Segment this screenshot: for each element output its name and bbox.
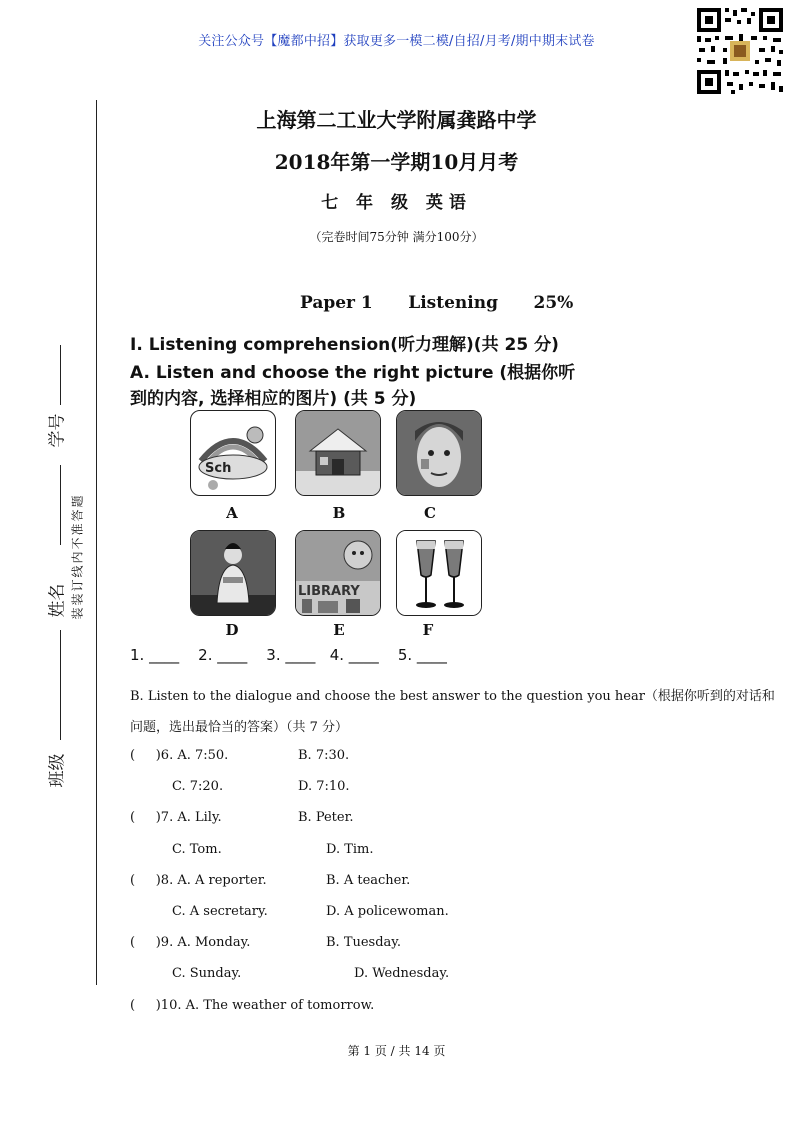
picture-label: A (226, 504, 238, 522)
wine-glasses-icon (397, 531, 481, 615)
svg-text:Sch: Sch (205, 461, 232, 476)
painted-face-icon (397, 411, 481, 495)
promo-banner: 关注公众号【魔都中招】获取更多一模二模/自招/月考/期中期末试卷 (198, 34, 595, 49)
question-7: ( )7. A. Lily. (130, 810, 222, 825)
option-c: C. Sunday. (172, 966, 242, 981)
class-label: 班级 (47, 753, 68, 788)
picture-f (396, 530, 482, 616)
picture-label: B (332, 504, 346, 522)
part-a-instruction: A. Listen and choose the right picture (根据你听 (130, 363, 576, 383)
name-label: 姓名 (47, 583, 68, 618)
part-b-instruction-cont: 问题，选出最恰当的答案）（共 7 分） (130, 720, 349, 735)
picture-b (295, 410, 381, 496)
option-b: B. Peter. (298, 810, 354, 825)
option-c: C. Tom. (172, 842, 222, 857)
school-sign-icon (191, 411, 275, 495)
picture-d (190, 530, 276, 616)
question-9: ( )9. A. Monday. (130, 935, 251, 950)
picture-e (295, 530, 381, 616)
kimono-girl-icon (191, 531, 275, 615)
exam-info: （完卷时间75分钟 满分100分） (309, 230, 484, 244)
option-d: D. Wednesday. (354, 966, 450, 981)
option-c: C. 7:20. (172, 779, 224, 794)
library-text: LIBRARY (298, 584, 360, 599)
class-rule (60, 630, 61, 740)
option-b: B. Tuesday. (326, 935, 402, 950)
qr-code-icon (695, 6, 785, 96)
option-d: D. A policewoman. (326, 904, 449, 919)
snowy-house-icon (296, 411, 380, 495)
part-b-instruction: B. Listen to the dialogue and choose the best answer to the question you hear（根据你听到的对话和 (130, 689, 775, 704)
name-rule (60, 465, 61, 545)
option-d: D. 7:10. (298, 779, 350, 794)
answer-blanks[interactable]: 1. ____ 2. ____ 3. ____ 4. ____ 5. ____ (130, 646, 447, 664)
section-title: I. Listening comprehension(听力理解)(共 25 分) (130, 335, 559, 355)
student-id-label: 学号 (47, 413, 68, 448)
picture-c (396, 410, 482, 496)
question-6: ( )6. A. 7:50. (130, 748, 229, 763)
page-number: 第 1 页 / 共 14 页 (347, 1044, 446, 1058)
picture-label: C (424, 504, 436, 522)
option-c: C. A secretary. (172, 904, 268, 919)
question-10: ( )10. A. The weather of tomorrow. (130, 998, 375, 1013)
subject-title: 七 年 级 英语 (321, 193, 472, 213)
question-8: ( )8. A. A reporter. (130, 873, 267, 888)
exam-title: 2018年第一学期10月月考 (274, 150, 519, 174)
picture-a (190, 410, 276, 496)
library-icon (296, 531, 380, 615)
option-b: B. 7:30. (298, 748, 350, 763)
part-a-instruction-cont: 到的内容, 选择相应的图片) (共 5 分) (130, 389, 417, 409)
option-d: D. Tim. (326, 842, 374, 857)
option-b: B. A teacher. (326, 873, 411, 888)
picture-label: D (225, 621, 239, 639)
picture-label: E (333, 621, 345, 639)
school-name: 上海第二工业大学附属龚路中学 (256, 108, 537, 132)
picture-label: F (422, 621, 434, 639)
binding-line (96, 100, 97, 985)
student-id-rule (60, 345, 61, 405)
paper-heading: Paper 1 Listening 25% (300, 293, 574, 313)
binding-notice: 装装订线内不准答题 (70, 493, 85, 620)
